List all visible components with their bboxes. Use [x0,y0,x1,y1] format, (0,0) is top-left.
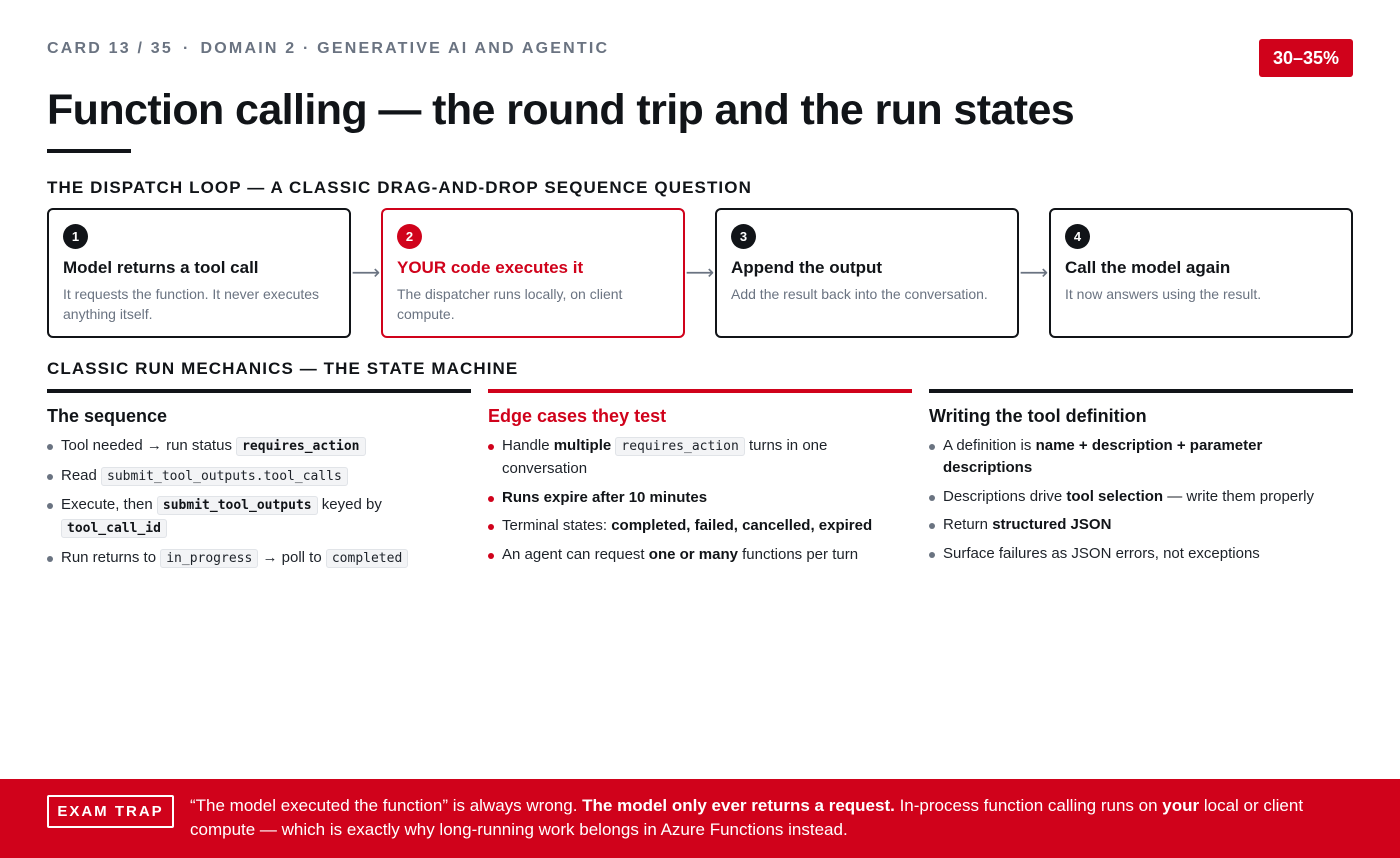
trap-emphasis: your [1162,796,1200,815]
list-item [47,435,471,458]
tool-definition-column [929,389,1353,571]
step-card-2 [381,208,685,338]
bullet-text: An agent can request [502,545,649,563]
step-card-4 [1049,208,1353,338]
step-desc-3: Add the result back into the conversation. [731,286,988,302]
step-title-2: YOUR code executes it [397,258,584,277]
edge-cases-title: Edge cases they test [488,406,667,426]
arrow-icon: ⟶ [1019,262,1049,284]
trap-text-part: local or client compute — which is exactly why long-running work belongs in Azure Functions instead. [190,796,1304,839]
trap-text-part: “The model executed the function” is always wrong. [190,796,583,815]
list-item [47,547,471,570]
dispatch-loop-label: THE DISPATCH LOOP — A CLASSIC DRAG-AND-DROP SEQUENCE QUESTION [47,178,752,197]
step-card-1 [47,208,351,338]
column-rule [929,389,1353,393]
list-item [929,486,1353,508]
bullet-emphasis: tool selection [1066,487,1164,505]
title-underline [47,149,131,153]
sequence-column [47,389,471,576]
tool-definition-list [929,435,1353,565]
code-requires-action: requires_action [236,437,365,456]
list-item [488,435,912,480]
bullet-emphasis: one or many [648,545,738,563]
edge-cases-column [488,389,912,572]
step-card-3 [715,208,1019,338]
trap-emphasis: The model only ever returns a request. [582,796,895,815]
step-number-4: 4 [1065,224,1090,249]
list-item [929,435,1353,479]
card-header [47,39,1353,77]
bullet-emphasis: name + description + parameter descriptions [943,437,1263,476]
step-number-1: 1 [63,224,88,249]
bullet-text: — write them properly [1163,487,1314,505]
list-item [47,465,471,488]
bullet-text: → poll to [258,548,326,566]
bullet-text: Execute, then [61,496,157,513]
arrow-icon: ⟶ [685,262,715,284]
exam-weight-badge: 30–35% [1259,39,1353,77]
trap-text-part: In-process function calling runs on [894,796,1163,815]
card-eyebrow [47,40,609,58]
eyebrow-separator: · [183,40,191,57]
code-in-progress: in_progress [160,549,258,568]
step-number-3: 3 [731,224,756,249]
bullet-text: Read [61,466,102,484]
step-title-1: Model returns a tool call [63,258,259,277]
code-tool-call-id: tool_call_id [61,519,167,538]
column-rule [488,389,912,393]
bullet-text: functions per turn [737,545,859,563]
list-item [47,494,471,540]
bullet-emphasis: multiple [553,437,612,454]
code-completed: completed [326,549,408,568]
bullet-text: Tool needed → run status [61,437,237,454]
list-item [488,487,912,509]
step-number-2: 2 [397,224,422,249]
page-title: Function calling — the round trip and the run states [47,86,1075,134]
bullet-emphasis: Runs expire after 10 minutes [502,488,708,506]
bullet-text: Surface failures as JSON errors, not exceptions [943,544,1260,562]
bullet-text: Terminal states: [502,517,612,534]
exam-trap-text [190,794,1360,842]
step-desc-4: It now answers using the result. [1065,286,1262,302]
step-desc-2: The dispatcher runs locally, on client compute. [397,286,623,322]
column-rule [47,389,471,393]
bullet-text: A definition is [943,437,1036,454]
bullet-text: Descriptions drive [943,487,1067,505]
bullet-emphasis: structured JSON [992,516,1112,533]
list-item [929,514,1353,536]
edge-cases-list [488,435,912,566]
bullet-text: turns in one conversation [502,437,828,477]
exam-trap-banner [0,779,1400,858]
exam-trap-tag: EXAM TRAP [47,795,174,828]
step-title-3: Append the output [731,258,883,277]
bullet-emphasis: completed, failed, cancelled, expired [611,517,873,534]
bullet-text: keyed by [317,496,382,513]
code-tool-calls: submit_tool_outputs.tool_calls [101,467,348,486]
sequence-title: The sequence [47,406,168,426]
code-requires-action: requires_action [615,437,744,456]
arrow-icon: ⟶ [351,262,381,284]
bullet-text: Run returns to [61,548,161,566]
list-item [929,543,1353,565]
card-counter: CARD 13 / 35 [47,40,173,57]
domain-label: DOMAIN 2 · GENERATIVE AI AND AGENTIC [200,40,610,57]
bullet-text: Return [943,516,993,533]
sequence-list [47,435,471,570]
step-desc-1: It requests the function. It never executes anything itself. [63,286,320,322]
code-submit-tool-outputs: submit_tool_outputs [157,496,318,515]
bullet-text: Handle [502,437,554,454]
tool-definition-title: Writing the tool definition [929,406,1147,426]
step-title-4: Call the model again [1065,258,1231,277]
list-item [488,515,912,537]
dispatch-steps [47,208,1353,338]
run-mechanics-label: CLASSIC RUN MECHANICS — THE STATE MACHINE [47,359,519,378]
list-item [488,544,912,566]
